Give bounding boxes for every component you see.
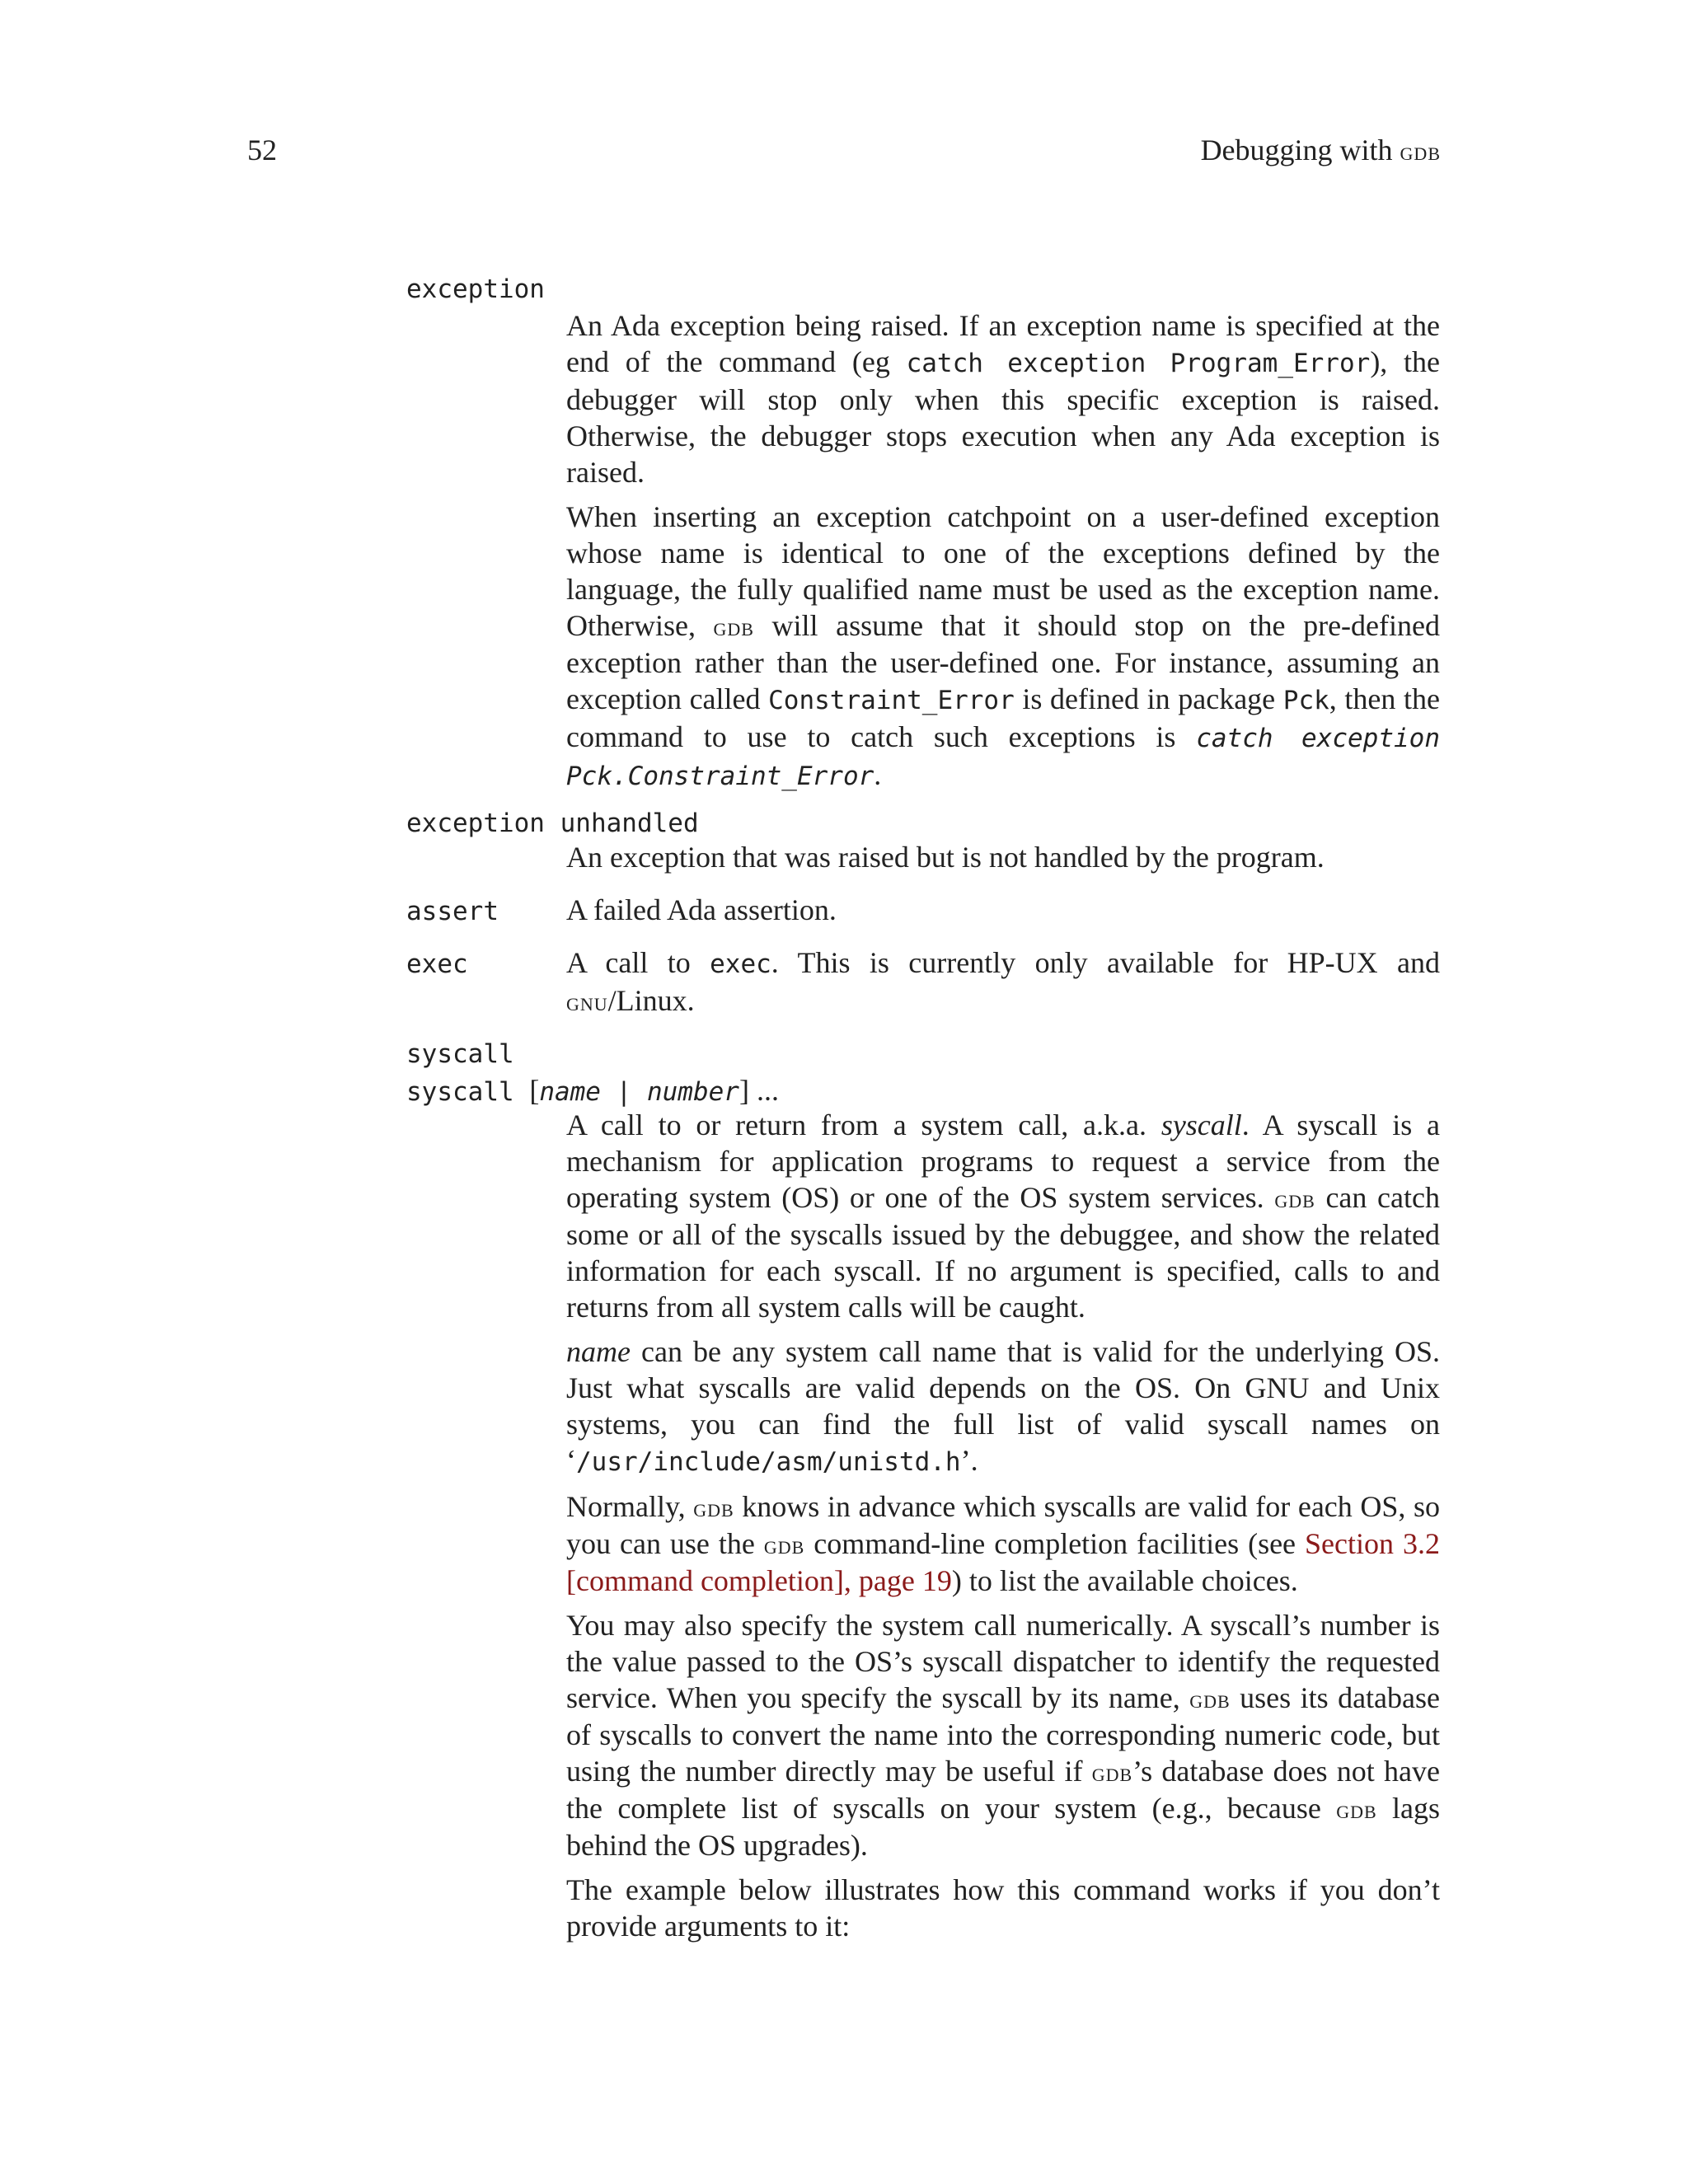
text: ’. [960,1444,978,1477]
text: You may also specify the system call numerically. A syscall’s number is the value passed to the OS’s syscall dispatcher to identify the requested service. When you specify the syscall by its name, [566,1609,1440,1714]
text: ’s database does not have the complete list of syscalls on your system (e.g., because [566,1755,1440,1825]
desc-exception-unhandled: An exception that was raised but is not handled by the program. [566,841,1325,874]
gdb-smallcaps: gdb [1091,1757,1133,1787]
header-title-text: Debugging with [1200,134,1400,166]
desc-exception [566,307,1440,794]
gnu-smallcaps: gnu [566,987,608,1016]
desc-syscall [566,1107,1440,1944]
bracket-open: [ [529,1074,540,1107]
gdb-smallcaps: gdb [713,612,754,641]
code-constraint-error: Constraint_Error [768,686,1015,715]
text: , then the command to use to catch such exceptions is [566,682,1440,753]
term-assert: assert [406,897,499,926]
exception-para-1 [566,307,1440,490]
text: uses its database of syscalls to convert the name into the corresponding numeric code, but using the number directly may be useful if [566,1681,1440,1788]
running-header [1201,130,1441,171]
text: Normally, [566,1490,694,1523]
text: ), the debugger will stop only when this specific exception is raised. Otherwise, the debugger stops execution when any Ada exception is raised. [566,345,1441,489]
text: A call to [566,946,710,979]
text: ) to list the available choices. [951,1564,1298,1597]
term-syscall-args [406,1072,779,1110]
code-pck: Pck [1282,686,1329,715]
separator: | [600,1077,647,1107]
text: knows in advance which syscalls are valid for each OS, so you can use the [566,1490,1440,1560]
header-title-gdb: gdb [1400,136,1441,166]
text: When inserting an exception catchpoint on a user-defined exception whose name is identical to one of the exceptions defined by the language, the fully qualified name must be used as the exception name. Otherwise, [566,500,1440,642]
term-syscall: syscall [406,1039,514,1069]
text: An Ada exception being raised. If an exception name is specified at the end of the command (eg [566,309,1440,378]
text: can be any system call name that is valid for the underlying OS. Just what syscalls are valid depends on the OS. On GNU and Unix systems, you can find the full list of valid syscall names on ‘ [566,1335,1440,1477]
gdb-smallcaps: gdb [1336,1794,1377,1824]
text: is defined in package [1014,682,1283,715]
term-exception-unhandled: exception unhandled [406,808,699,838]
text: A call to or return from a system call, a.k.a. [566,1108,1161,1141]
text: syscall [406,1077,530,1107]
term-italic: syscall [1160,1108,1242,1141]
section-link-command-completion[interactable]: Section 3.2 [command completion], page 19 [566,1527,1440,1597]
text: . [874,758,882,791]
gdb-smallcaps: gdb [763,1530,805,1559]
gdb-smallcaps: gdb [693,1493,734,1522]
code-exec: exec [710,949,771,979]
text: can catch some or all of the syscalls issued by the debuggee, and show the related information for each syscall. If no argument is specified, calls to and returns from all system calls will be caught. [566,1181,1440,1324]
syscall-para-4 [566,1607,1440,1863]
syscall-para-2 [566,1333,1440,1480]
text: /Linux. [607,984,695,1017]
desc-exec [566,944,1440,1019]
syscall-para-1 [566,1107,1440,1325]
code-unistd-path: /usr/include/asm/unistd.h [576,1447,961,1477]
code-catch-pck: catch exception Pck.Constraint_Error [566,724,1440,791]
exception-para-2 [566,499,1440,794]
gdb-smallcaps: gdb [1274,1183,1315,1213]
text: lags behind the OS upgrades). [566,1792,1441,1862]
page-number: 52 [247,134,277,166]
term-exception: exception [406,274,545,304]
term-exec: exec [406,949,468,979]
name-italic: name [566,1335,631,1368]
desc-assert: A failed Ada assertion. [566,893,837,926]
arg-number: number [646,1077,739,1107]
text: will assume that it should stop on the pre-defined exception rather than the user-defined one. For instance, assuming an exception called [566,609,1440,715]
gdb-smallcaps: gdb [1189,1684,1231,1713]
arg-name: name [539,1077,601,1107]
text: command-line completion facilities (see [804,1527,1306,1560]
syscall-para-5: The example below illustrates how this command works if you don’t provide arguments to it: [566,1873,1440,1943]
bracket-close: ] ... [738,1074,779,1107]
text: . This is currently only available for HP-UX and [771,946,1440,979]
code-catch-exception: catch exception Program_Error [906,349,1371,378]
text: . A syscall is a mechanism for application programs to request a service from the operating system (OS) or one of the OS system services. [566,1108,1440,1214]
syscall-para-3 [566,1488,1440,1599]
